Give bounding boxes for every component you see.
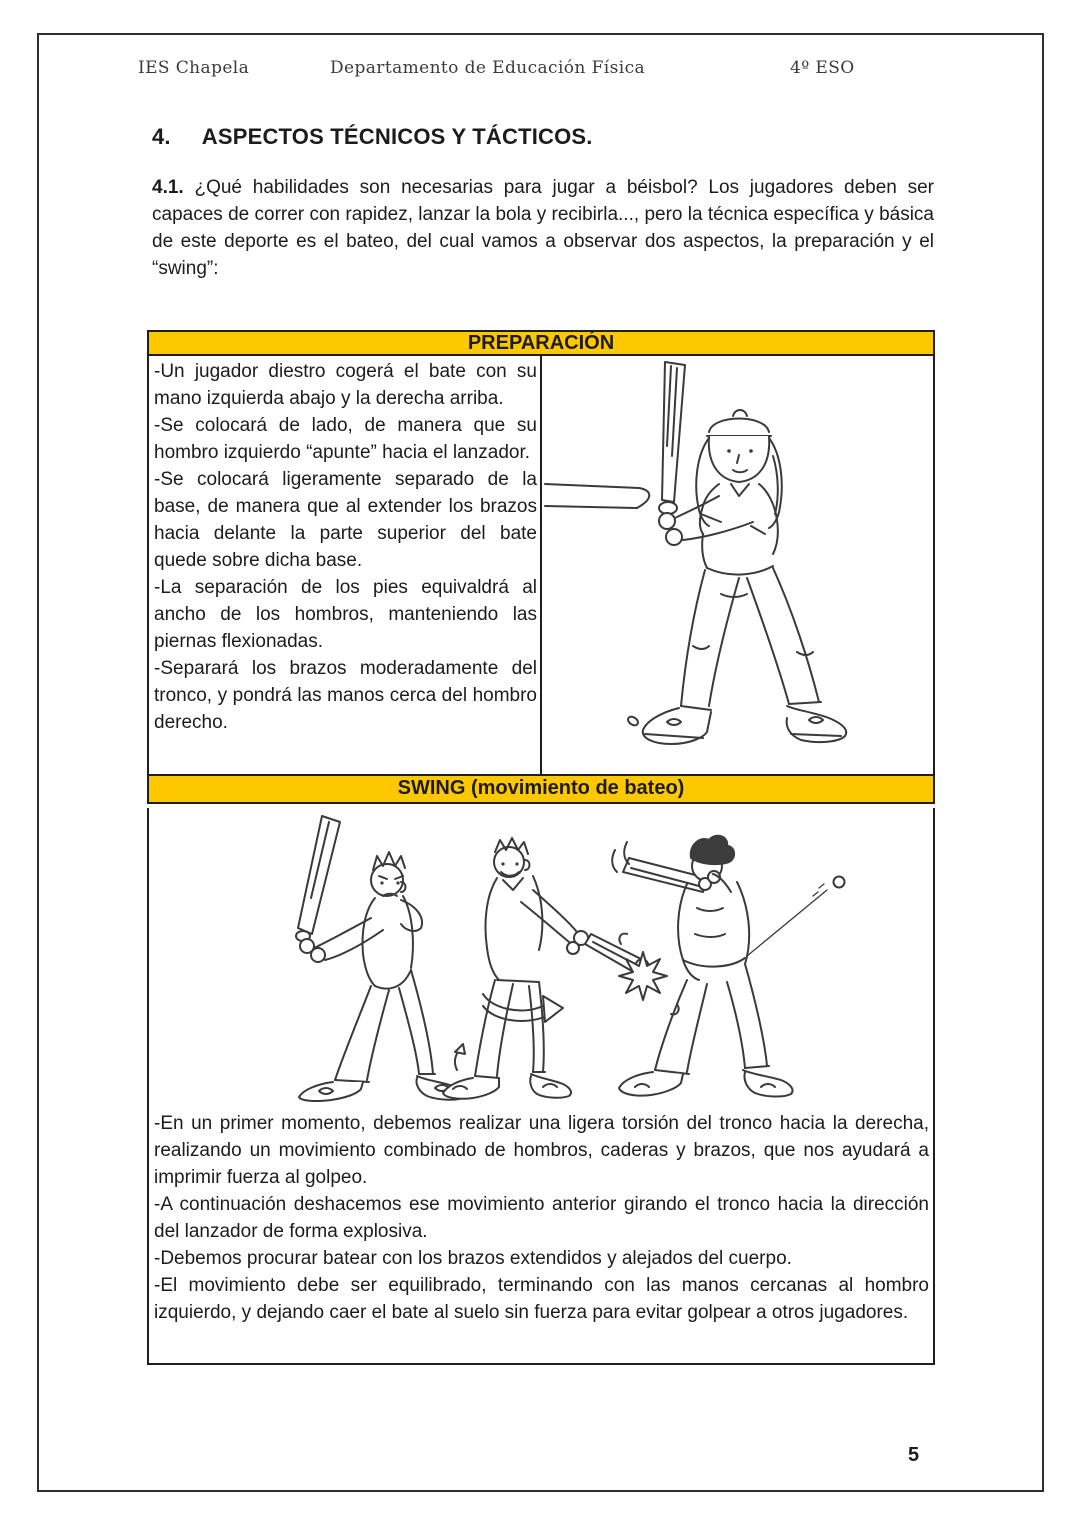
swing-row	[147, 808, 935, 1365]
batter-preparation-illustration	[543, 356, 933, 772]
swing-sequence-illustration	[191, 808, 891, 1104]
curly-hair	[691, 836, 734, 864]
swing-bullet: -Debemos procurar batear con los brazos extendidos y alejados del cuerpo.	[154, 1248, 792, 1269]
running-header	[0, 58, 1080, 84]
swing-text-cell	[154, 1110, 929, 1326]
batter-figure	[545, 362, 846, 744]
ball-icon	[747, 877, 845, 957]
preparation-illustration-cell	[542, 356, 933, 774]
preparation-bullet: -La separación de los pies equivaldrá al ancho de los hombros, manteniendo las piernas flexionadas.	[154, 577, 537, 652]
intro-text: ¿Qué habilidades son necesarias para jugar a béisbol? Los jugadores deben ser capaces de correr con rapidez, lanzar la bola y recibirla..., pero la técnica específica y básica de este deporte es el bateo, del cual vamos a observar dos aspectos, la preparación y el “swing”:	[152, 177, 935, 279]
swing-bullet: -A continuación deshacemos ese movimiento anterior girando el tronco hacia la dirección del lanzador de forma explosiva.	[154, 1194, 929, 1242]
technique-table	[147, 330, 935, 1365]
section-heading	[152, 124, 593, 150]
preparation-bullet: -Separará los brazos moderadamente del tronco, y pondrá las manos cerca del hombro derecho.	[154, 658, 537, 733]
section-title: ASPECTOS TÉCNICOS Y TÁCTICOS.	[201, 124, 593, 149]
preparation-bullet: -Un jugador diestro cogerá el bate con su mano izquierda abajo y la derecha arriba.	[154, 361, 537, 409]
swing-header: SWING (movimiento de bateo)	[147, 776, 935, 804]
impact-burst-icon	[619, 952, 667, 1000]
rotation-arrow-icon	[483, 994, 563, 1022]
swing-illustration-cell	[149, 808, 933, 1104]
swing-figure-2	[443, 838, 649, 1099]
swing-figure-1	[296, 816, 465, 1101]
intro-number: 4.1.	[152, 177, 184, 198]
page-number: 5	[908, 1444, 920, 1466]
foot-arrow-icon	[455, 1044, 465, 1070]
swing-bullet: -En un primer momento, debemos realizar una ligera torsión del tronco hacia la derecha, realizando un movimiento combinado de hombros, caderas y brazos, que nos ayudará a imprimir fuerza al golpeo.	[154, 1113, 929, 1188]
intro-paragraph	[152, 174, 934, 282]
preparation-row	[147, 356, 935, 776]
preparation-text-cell	[149, 356, 542, 774]
section-number: 4.	[152, 124, 171, 149]
header-department: Departamento de Educación Física	[330, 58, 646, 78]
preparation-bullet: -Se colocará de lado, de manera que su hombro izquierdo “apunte” hacia el lanzador.	[154, 415, 537, 463]
header-school: IES Chapela	[138, 58, 250, 78]
header-grade: 4º ESO	[790, 58, 855, 78]
swing-bullet: -El movimiento debe ser equilibrado, terminando con las manos cercanas al hombro izquierdo, y dejando caer el bate al suelo sin fuerza para evitar golpear a otros jugadores.	[154, 1275, 929, 1323]
bat-icon	[298, 816, 340, 934]
preparation-bullet: -Se colocará ligeramente separado de la base, de manera que al extender los brazos hacia delante la parte superior del bate quede sobre dicha base.	[154, 469, 537, 571]
preparation-header: PREPARACIÓN	[147, 330, 935, 356]
